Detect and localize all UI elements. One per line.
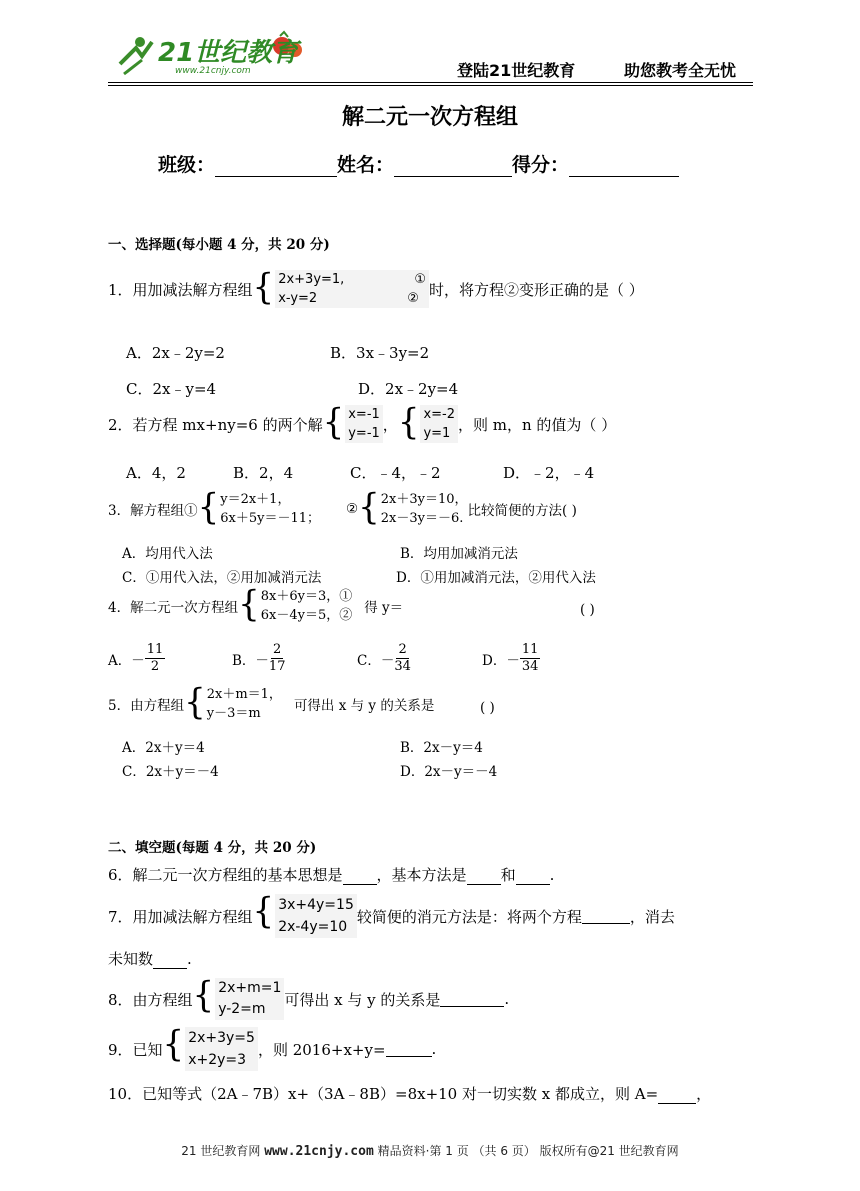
equation: 2x+3y=1, bbox=[278, 272, 345, 287]
question-4-suffix: 得 y＝ bbox=[364, 600, 404, 616]
brace-icon: { bbox=[238, 582, 260, 625]
question-1-suffix: 时，将方程②变形正确的是（ ） bbox=[428, 280, 644, 299]
question-5-suffix: 可得出 x 与 y 的关系是 bbox=[293, 698, 435, 714]
question-10: 10．已知等式（2A﹣7B）x+（3A﹣8B）=8x+10 对一切实数 x 都成立，则 A= ， bbox=[108, 1085, 712, 1103]
equation-system bbox=[197, 485, 320, 528]
name-label: 姓名： bbox=[337, 154, 395, 176]
question-5 bbox=[108, 680, 435, 723]
equation: y＝2x＋1， bbox=[220, 492, 291, 507]
question-1-prefix: 1．用加减法解方程组 bbox=[108, 280, 253, 299]
name-field[interactable] bbox=[394, 157, 512, 177]
header-divider bbox=[108, 82, 753, 83]
equation: x+2y=3 bbox=[188, 1052, 247, 1068]
equation: 2x+m=1 bbox=[218, 980, 282, 996]
question-3-suffix: 比较简便的方法( ) bbox=[467, 503, 577, 519]
equation-system bbox=[252, 265, 429, 308]
logo-url: www.21cnjy.com bbox=[175, 66, 251, 76]
footer-site-name: 21 世纪教育网 bbox=[181, 1144, 261, 1158]
option-c[interactable]: C．－ $\frac{2}{34}$ bbox=[357, 642, 411, 674]
question-3-prefix: 3．解方程组① bbox=[108, 503, 198, 519]
fraction: $\frac{2}{34}$ bbox=[394, 642, 411, 674]
student-info-line bbox=[158, 150, 679, 177]
answer-paren: ( ) bbox=[480, 700, 495, 716]
equation: y=-1 bbox=[348, 426, 380, 441]
equation-system bbox=[252, 889, 357, 938]
brace-icon: { bbox=[252, 889, 275, 932]
option-a[interactable]: A．2x＋y＝4 bbox=[122, 740, 205, 756]
option-a[interactable]: A．均用代入法 bbox=[122, 546, 213, 562]
answer-blank[interactable] bbox=[440, 991, 504, 1007]
option-a[interactable]: A．2x﹣2y=2 bbox=[126, 344, 225, 362]
option-c[interactable]: C．2x＋y＝－4 bbox=[122, 764, 219, 780]
option-d[interactable]: D．①用加减消元法，②用代入法 bbox=[396, 570, 596, 586]
equation-system bbox=[322, 400, 383, 443]
equation: 2x＋3y＝10， bbox=[380, 492, 468, 507]
option-d[interactable]: D．2x﹣2y=4 bbox=[358, 380, 459, 398]
score-field[interactable] bbox=[569, 157, 679, 177]
equation: y=1 bbox=[423, 426, 451, 441]
answer-blank[interactable] bbox=[386, 1041, 432, 1057]
footer-page-info: 精品资料·第 1 页 （共 6 页） 版权所有@21 世纪教育网 bbox=[377, 1144, 679, 1158]
answer-blank[interactable] bbox=[516, 869, 550, 885]
question-4 bbox=[108, 582, 404, 625]
fraction: $\frac{11}{2}$ bbox=[146, 642, 164, 674]
answer-blank[interactable] bbox=[343, 869, 377, 885]
option-d[interactable]: D．﹣2，﹣4 bbox=[503, 464, 595, 482]
option-d[interactable]: D．－ $\frac{11}{34}$ bbox=[482, 642, 539, 674]
fraction: $\frac{11}{34}$ bbox=[521, 642, 539, 674]
option-b[interactable]: B．2，4 bbox=[233, 464, 294, 482]
question-9: 9．已知 { 2x+3y=5 x+2y=3 ，则 2016+x+y= . bbox=[108, 1027, 436, 1071]
answer-blank[interactable] bbox=[658, 1088, 696, 1104]
question-7: 7．用加减法解方程组 { 3x+4y=15 2x-4y=10 较简便的消元方法是：将两个方程 ，消去 bbox=[108, 894, 675, 938]
equation: 8x＋6y＝3，① bbox=[260, 589, 353, 604]
option-c[interactable]: C．﹣4，﹣2 bbox=[350, 464, 441, 482]
header-slogan-left: 登陆21世纪教育 bbox=[457, 61, 576, 80]
equation: 6x＋5y＝－11； bbox=[220, 511, 320, 526]
brace-icon: { bbox=[162, 1022, 185, 1065]
option-b[interactable]: B．2x－y＝4 bbox=[400, 740, 483, 756]
equation: x=-2 bbox=[423, 407, 456, 422]
brace-icon: { bbox=[397, 400, 420, 443]
equation: 3x+4y=15 bbox=[278, 897, 354, 913]
question-6: 6．解二元一次方程组的基本思想是 ，基本方法是 和 . bbox=[108, 866, 555, 884]
answer-paren: ( ) bbox=[580, 602, 595, 618]
section-heading-choice: 一、选择题(每小题 4 分，共 20 分) bbox=[108, 237, 330, 253]
question-7-line-2: 未知数 . bbox=[108, 950, 192, 968]
option-a[interactable]: A．－ $\frac{11}{2}$ bbox=[108, 642, 164, 674]
equation-system bbox=[358, 485, 468, 528]
equation-system bbox=[192, 973, 285, 1020]
class-label: 班级： bbox=[158, 154, 216, 176]
equation: 2x-4y=10 bbox=[278, 919, 348, 935]
question-2-prefix: 2．若方程 mx+ny=6 的两个解 bbox=[108, 415, 323, 434]
header-divider-thin bbox=[108, 85, 753, 86]
page-footer bbox=[0, 1142, 860, 1159]
option-c[interactable]: C．2x﹣y=4 bbox=[126, 380, 217, 398]
brace-icon: { bbox=[192, 973, 215, 1016]
equation: 6x－4y＝5，② bbox=[260, 608, 353, 623]
brace-icon: { bbox=[358, 485, 380, 528]
equation: 2x＋m＝1， bbox=[206, 687, 282, 702]
brace-icon: { bbox=[322, 400, 345, 443]
question-1 bbox=[108, 265, 644, 308]
brace-icon: { bbox=[184, 680, 206, 723]
equation-system bbox=[184, 680, 282, 723]
equation-marker: ② bbox=[407, 291, 419, 306]
section-heading-fill: 二、填空题(每题 4 分，共 20 分) bbox=[108, 840, 317, 856]
equation-system bbox=[162, 1022, 258, 1071]
option-a[interactable]: A．4，2 bbox=[126, 464, 186, 482]
question-3: 3．解方程组① { y＝2x＋1， 6x＋5y＝－11； ② { 2x＋3y＝10， 2x－3y＝－6. 比较简便的方法( ) bbox=[108, 485, 577, 528]
class-field[interactable] bbox=[215, 157, 337, 177]
question-2: 2．若方程 mx+ny=6 的两个解 { x=-1 y=-1 ， { x=-2 y=1 ，则 m，n 的值为（ ） bbox=[108, 400, 617, 443]
question-4-prefix: 4．解二元一次方程组 bbox=[108, 600, 239, 616]
option-b[interactable]: B．3x﹣3y=2 bbox=[330, 344, 430, 362]
equation: x-y=2 bbox=[278, 291, 318, 306]
score-label: 得分： bbox=[512, 154, 570, 176]
answer-blank[interactable] bbox=[467, 869, 501, 885]
logo-text: 21世纪教育 bbox=[158, 38, 299, 68]
question-8: 8．由方程组 { 2x+m=1 y-2=m 可得出 x 与 y 的关系是 . bbox=[108, 978, 509, 1020]
equation: x=-1 bbox=[348, 407, 380, 422]
answer-blank[interactable] bbox=[582, 908, 630, 924]
question-2-suffix: ，则 m，n 的值为（ ） bbox=[458, 415, 617, 434]
equation: 2x+3y=5 bbox=[188, 1030, 255, 1046]
equation-marker: ① bbox=[414, 272, 426, 287]
option-d[interactable]: D．2x－y＝－4 bbox=[400, 764, 498, 780]
page-title: 解二元一次方程组 bbox=[341, 105, 518, 130]
equation-system bbox=[397, 400, 458, 443]
option-c[interactable]: C．①用代入法，②用加减消元法 bbox=[122, 570, 322, 586]
brace-icon: { bbox=[197, 485, 220, 528]
header-slogan-right: 助您教考全无忧 bbox=[624, 61, 737, 80]
option-b[interactable]: B．－ $\frac{2}{17}$ bbox=[232, 642, 286, 674]
brace-icon: { bbox=[252, 265, 275, 308]
equation: y－3＝m bbox=[206, 706, 261, 721]
equation: y-2=m bbox=[218, 1001, 266, 1017]
equation-system bbox=[238, 582, 353, 625]
question-5-prefix: 5．由方程组 bbox=[108, 698, 185, 714]
option-b[interactable]: B．均用加减消元法 bbox=[400, 546, 518, 562]
fraction: $\frac{2}{17}$ bbox=[268, 642, 286, 674]
footer-url[interactable]: www.21cnjy.com bbox=[264, 1144, 374, 1159]
equation: 2x－3y＝－6. bbox=[380, 511, 464, 526]
answer-blank[interactable] bbox=[153, 953, 187, 969]
